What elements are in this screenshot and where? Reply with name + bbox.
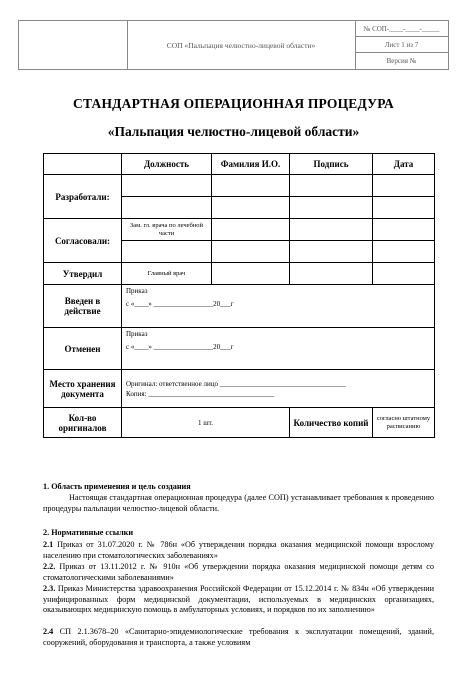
col-position: Должность xyxy=(122,154,212,175)
header-title: СОП «Пальпация челюстно-лицевой области» xyxy=(127,21,356,69)
document-title: СТАНДАРТНАЯ ОПЕРАЦИОННАЯ ПРОЦЕДУРА xyxy=(73,96,394,111)
label-copies: Количество копий xyxy=(290,408,373,438)
col-name: Фамилия И.О. xyxy=(212,154,290,175)
reference-2-2: 2.2. Приказ от 13.11.2012 г. № 910н «Об утверждении порядка оказания медицинской помощи детям со стоматологическими заболеваниями» xyxy=(43,562,434,582)
section-1-title: 1. Область применения и цель создания xyxy=(43,482,191,491)
originals-count: 1 шт. xyxy=(122,408,290,438)
copies-count: согласно штатному расписанию xyxy=(373,408,435,438)
section-1-text: Настоящая стандартная операционная процедура (далее СОП) устанавливает требования к проведению процедуры пальпации челюстно-лицевой области. xyxy=(43,493,434,513)
agreed-position: Зам. гл. врача по лечебной части xyxy=(122,219,212,241)
approval-table xyxy=(43,153,435,438)
header-meta xyxy=(355,21,448,69)
approved-position: Главный врач xyxy=(122,263,212,285)
col-signature: Подпись xyxy=(290,154,373,175)
enacted-order: Приказ с «____» _________________20___г xyxy=(122,285,435,328)
row-developed: Разработали: xyxy=(44,175,122,219)
row-approved: Утвердил xyxy=(44,263,122,285)
reference-2-4: 2.4 СП 2.1.3678–20 «Санитарно-эпидемиологические требования к эксплуатации помещений, зданий, сооружений, оборудования и транспорта, а также условиям xyxy=(43,627,434,647)
table-corner xyxy=(44,154,122,175)
cancelled-order: Приказ с «____» _________________20___г xyxy=(122,328,435,370)
col-date: Дата xyxy=(373,154,435,175)
header-code: № СОП-____-____-_____ xyxy=(355,21,448,37)
document-subtitle: «Пальпация челюстно-лицевой области» xyxy=(107,124,360,139)
storage-info: Оригинал: ответственное лицо ____________________________________ Копия: ____________________________________ xyxy=(122,370,435,408)
row-storage: Место хранения документа xyxy=(44,370,122,408)
reference-2-1: 2.1 Приказ от 31.07.2020 г. № 786н «Об утверждении порядка оказания медицинской помощи взрослому населению при стоматологических заболеваниях» xyxy=(43,540,434,560)
row-cancelled: Отменен xyxy=(44,328,122,370)
section-2-title: 2. Нормативные ссылки xyxy=(43,528,134,537)
header-table xyxy=(18,20,449,70)
header-sheet: Лист 1 из 7 xyxy=(355,37,448,53)
row-originals: Кол-во оригиналов xyxy=(44,408,122,438)
row-agreed: Согласовали: xyxy=(44,219,122,263)
header-version: Версия № xyxy=(386,57,417,65)
reference-2-3: 2.3. Приказ Министерства здравоохранения Российской Федерации от 15.12.2014 г. № 834н «Об утверждении унифицированных форм медицинской документации, используемых в медицинских организациях, оказывающих медицинскую помощь в амбулаторных условиях, и порядков по их заполнению» xyxy=(43,584,434,614)
header-logo-cell xyxy=(19,21,128,69)
row-enacted: Введен в действие xyxy=(44,285,122,328)
